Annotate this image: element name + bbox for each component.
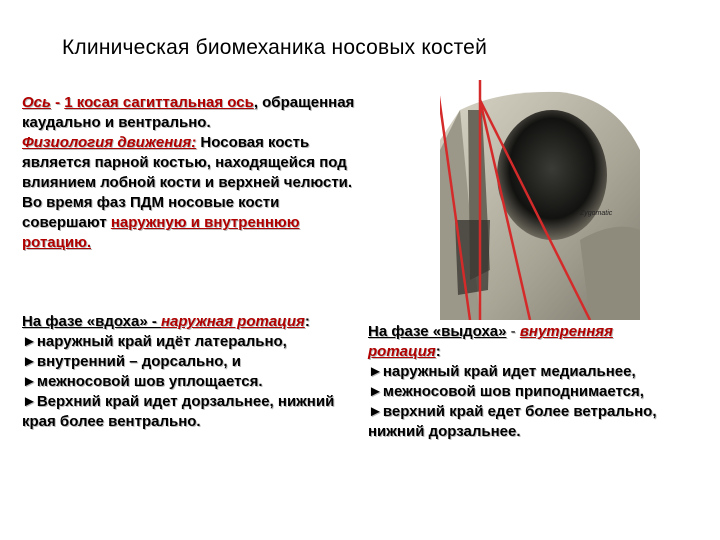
inhale-line: ►межносовой шов уплощается.	[22, 373, 263, 390]
exhale-separator: -	[506, 323, 520, 340]
inhale-rotation: наружная ротация	[161, 313, 305, 330]
exhale-line: ►межносовой шов приподнимается,	[368, 383, 644, 400]
inhale-line: ►наружный край идёт латерально,	[22, 333, 287, 350]
axis-separator: -	[50, 94, 65, 111]
physiology-text: Носовая кость является парной костью, находящейся под влиянием лобной кости и верхней челюсти. Во время фаз ПДМ носовые кости совершают	[22, 134, 353, 231]
exhale-colon: :	[435, 343, 441, 360]
exhale-rotation-1: внутренняя	[519, 323, 613, 340]
exhale-phase-block	[368, 322, 703, 442]
axis-value: 1 косая сагиттальная ось	[64, 94, 254, 111]
axis-tail: , обращенная каудально и вентрально.	[22, 94, 355, 131]
exhale-rotation-2: ротация	[368, 343, 436, 360]
nasal-bones-skull-image	[440, 70, 640, 320]
physiology-label: Физиология движения:	[22, 134, 197, 151]
physiology-end: наружную и внутреннюю ротацию.	[22, 214, 300, 251]
page-title: Клиническая биомеханика носовых костей	[62, 36, 487, 59]
orbit	[497, 110, 607, 240]
intro-text	[22, 93, 367, 253]
exhale-line: ►наружный край идет медиальнее,	[368, 363, 636, 380]
inhale-line: ►внутренний – дорсально, и	[22, 353, 241, 370]
inhale-phase-block	[22, 312, 362, 432]
exhale-line: ►верхний край едет более ветрально, нижний дорзальнее.	[368, 403, 657, 440]
exhale-phase-label: На фазе «выдоха»	[368, 323, 507, 340]
inhale-colon: :	[304, 313, 310, 330]
zygomatic-label: Zygomatic	[580, 210, 613, 217]
inhale-phase-label: На фазе «вдоха» -	[22, 313, 161, 330]
inhale-line: ►Верхний край идет дорзальнее, нижний края более вентрально.	[22, 393, 335, 430]
axis-label: Ось	[22, 94, 51, 111]
